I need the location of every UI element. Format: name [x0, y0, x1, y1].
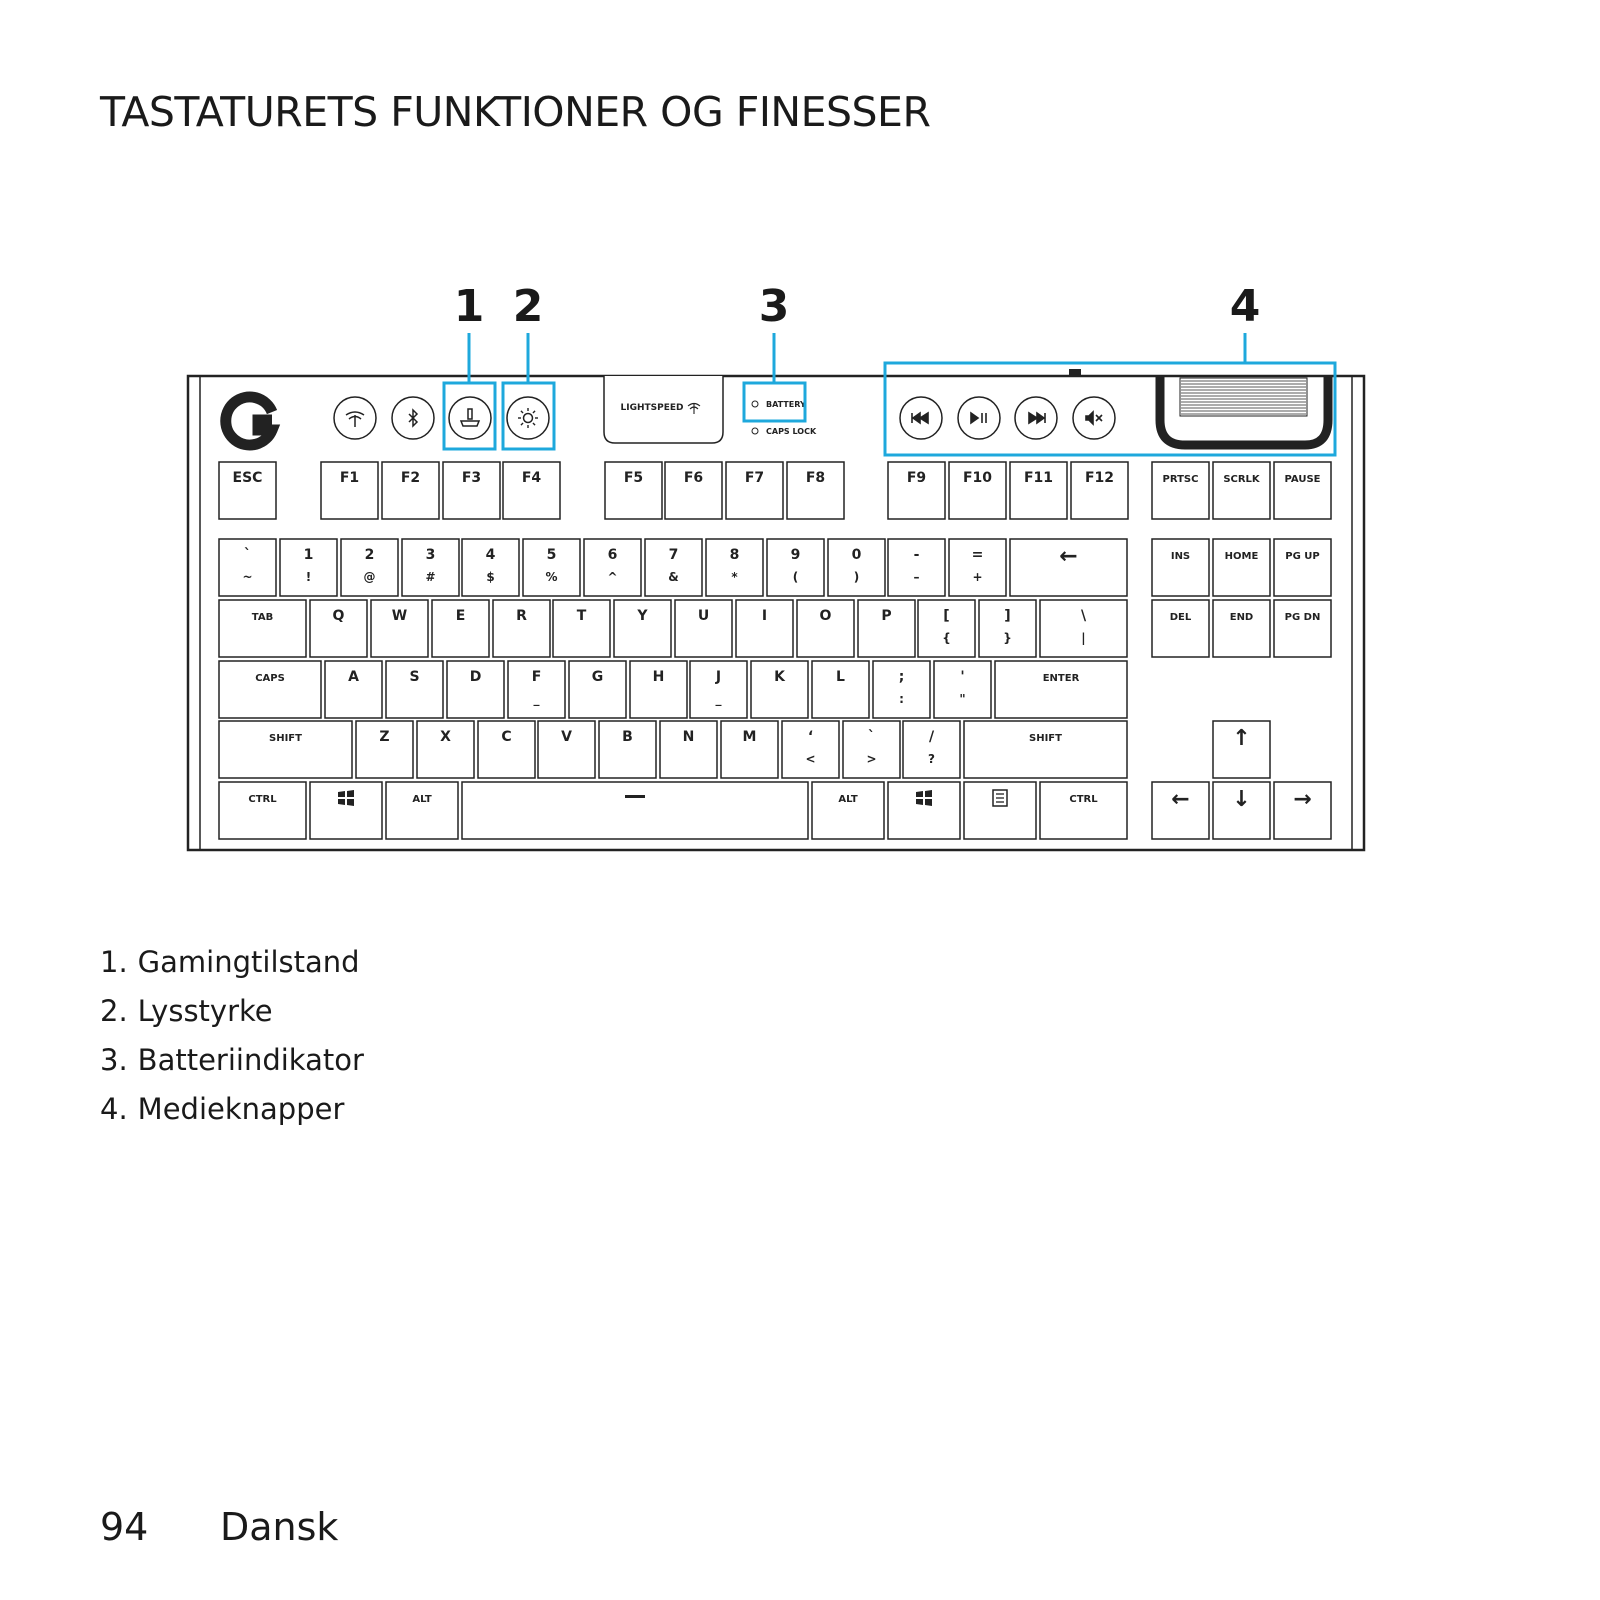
key-f9 [888, 462, 945, 519]
key-label: END [1229, 612, 1254, 623]
key-f [508, 661, 565, 718]
round-button [449, 397, 491, 439]
key-label: HOME [1224, 551, 1259, 562]
key-q [310, 600, 367, 657]
key-label: ENTER [1042, 673, 1080, 684]
key-label: - [913, 547, 920, 563]
key-x [417, 721, 474, 778]
key-b [599, 721, 656, 778]
key-alt [812, 782, 884, 839]
key-label-shift: & [668, 570, 679, 584]
key-label: F6 [683, 470, 704, 486]
page-language: Dansk [220, 1505, 339, 1549]
key-label: G [591, 669, 604, 685]
key-label-shift: ? [928, 752, 935, 766]
key-5 [523, 539, 580, 596]
key-l [812, 661, 869, 718]
key-label-shift: + [972, 570, 983, 584]
key-label: K [774, 669, 785, 685]
legend-num: 2. [100, 994, 128, 1028]
key-label: F10 [962, 470, 993, 486]
key-ins [1152, 539, 1209, 596]
key-cap [1040, 782, 1127, 839]
legend-list [100, 946, 364, 1142]
key-label: [ [943, 608, 950, 624]
key-end [1213, 600, 1270, 657]
key-label-shift: ! [305, 570, 312, 584]
key-tab [219, 600, 306, 657]
key-4 [462, 539, 519, 596]
key-label: ` [868, 729, 875, 745]
key-d [447, 661, 504, 718]
key-label: S [409, 669, 420, 685]
key-cap [964, 721, 1127, 778]
key-label: / [928, 729, 935, 745]
key-label: F12 [1084, 470, 1115, 486]
key-label: \ [1080, 608, 1087, 624]
key-cap [812, 782, 884, 839]
key-f1 [321, 462, 378, 519]
play-pause-icon [958, 397, 1000, 439]
key-label: Z [379, 729, 390, 745]
lightspeed-label: LIGHTSPEED [620, 403, 684, 413]
key-f2 [382, 462, 439, 519]
key-arrow-up [1213, 721, 1270, 778]
key-8 [706, 539, 763, 596]
key-symbol [843, 721, 900, 778]
legend-num: 3. [100, 1043, 128, 1077]
key-arrow-left [1152, 782, 1209, 839]
key-label: → [1293, 787, 1312, 812]
key-label: PRTSC [1162, 474, 1199, 485]
key-label: X [440, 729, 451, 745]
key-cap [1152, 462, 1209, 519]
callout-number-3: 3 [758, 281, 790, 332]
g-logo-icon [226, 397, 272, 445]
legend-num: 1. [100, 945, 128, 979]
key-z [356, 721, 413, 778]
key-label: ] [1004, 608, 1011, 624]
key-label: E [455, 608, 466, 624]
key-label-shift: ^ [607, 570, 618, 584]
key-label: F4 [521, 470, 542, 486]
key-9 [767, 539, 824, 596]
key-symbol [903, 721, 960, 778]
legend-text: Medieknapper [137, 1092, 345, 1126]
key-cap [310, 782, 382, 839]
key-label-shift: * [731, 570, 738, 584]
key-label: F2 [400, 470, 421, 486]
key-u [675, 600, 732, 657]
key-label: T [576, 608, 587, 624]
volume-roller [1180, 378, 1307, 416]
key-cap [888, 782, 960, 839]
key-label: W [391, 608, 408, 624]
key-label: P [881, 608, 892, 624]
legend-text: Lysstyrke [137, 994, 273, 1028]
legend-text: Gamingtilstand [137, 945, 360, 979]
key-label: 4 [485, 547, 496, 563]
key-cap [995, 661, 1127, 718]
key-cap [1213, 462, 1270, 519]
key-label: ALT [838, 794, 858, 805]
key-label: Y [637, 608, 648, 624]
key-cap [386, 782, 458, 839]
key-symbol [782, 721, 839, 778]
key-label: ↑ [1232, 726, 1251, 751]
legend-item-1 [100, 946, 364, 995]
battery-label: BATTERY [766, 400, 806, 409]
key-label: F7 [744, 470, 765, 486]
legend-item-4 [100, 1093, 364, 1142]
key-g [569, 661, 626, 718]
key-label: U [697, 608, 710, 624]
key-c [478, 721, 535, 778]
key-label: PG UP [1285, 551, 1320, 562]
key-label: CTRL [248, 794, 277, 805]
legend-item-2 [100, 995, 364, 1044]
key-f4 [503, 462, 560, 519]
mute-icon [1073, 397, 1115, 439]
key-scrlk [1213, 462, 1270, 519]
key-label-shift: ) [853, 570, 860, 584]
key-label: 2 [364, 547, 375, 563]
key-cap [1152, 539, 1209, 596]
key-s [386, 661, 443, 718]
key-label: 3 [425, 547, 436, 563]
key-symbol [918, 600, 975, 657]
space-bar-mark [625, 795, 645, 798]
key-home [1213, 539, 1270, 596]
key-arrow-down [1213, 782, 1270, 839]
key-label: A [348, 669, 359, 685]
key-pg-up [1274, 539, 1331, 596]
key-pause [1274, 462, 1331, 519]
key-symbol [219, 539, 276, 596]
key-alt [386, 782, 458, 839]
key-label: 6 [607, 547, 618, 563]
key-cap [219, 721, 352, 778]
key-k [751, 661, 808, 718]
key-del [1152, 600, 1209, 657]
key-label-shift: " [959, 692, 966, 706]
key-label: CTRL [1069, 794, 1098, 805]
page-footer [100, 1505, 339, 1549]
key-label: J [715, 669, 722, 685]
key-3 [402, 539, 459, 596]
key-r [493, 600, 550, 657]
key-label-shift: | [1081, 631, 1086, 645]
key-label: N [682, 729, 695, 745]
key-symbol [873, 661, 930, 718]
key-w [371, 600, 428, 657]
key-label: SHIFT [1029, 733, 1062, 744]
key-arrow-right [1274, 782, 1331, 839]
key-windows-icon [888, 782, 960, 839]
key-label-shift: @ [363, 570, 376, 584]
gaming-mode-icon [449, 397, 491, 439]
key-label: SHIFT [269, 733, 302, 744]
key-pg-dn [1274, 600, 1331, 657]
key-label: V [561, 729, 572, 745]
key-label: F3 [461, 470, 482, 486]
key-menu-icon [964, 782, 1036, 839]
key-f12 [1071, 462, 1128, 519]
callout-number-1: 1 [453, 281, 485, 332]
key-ctrl [1040, 782, 1127, 839]
key-v [538, 721, 595, 778]
key-label: CAPS [255, 673, 285, 684]
key-label: 5 [546, 547, 557, 563]
callout-number-4: 4 [1229, 281, 1261, 332]
page-number: 94 [100, 1505, 149, 1549]
key-m [721, 721, 778, 778]
key-f6 [665, 462, 722, 519]
callout-layer [444, 281, 1335, 455]
key-label-shift: – [913, 570, 920, 584]
key-label: M [742, 729, 757, 745]
key-shift [219, 721, 352, 778]
key-e [432, 600, 489, 657]
key-label: ' [960, 669, 965, 685]
legend-text: Batteriindikator [137, 1043, 364, 1077]
key-cap [1152, 600, 1209, 657]
key-label: 1 [303, 547, 314, 563]
bluetooth-icon [392, 397, 434, 439]
key-symbol [934, 661, 991, 718]
key-label: D [469, 669, 482, 685]
key-label: 9 [790, 547, 801, 563]
key-label: ↓ [1232, 787, 1251, 812]
key-label-shift: _ [533, 692, 540, 706]
key-f8 [787, 462, 844, 519]
key-cap [462, 782, 808, 839]
key-label-shift: > [866, 752, 877, 766]
key-cap [1213, 600, 1270, 657]
key-p [858, 600, 915, 657]
key-symbol [888, 539, 945, 596]
key-label: F5 [623, 470, 644, 486]
key-label: = [971, 547, 984, 563]
battery-led [752, 401, 758, 407]
brightness-icon [507, 397, 549, 439]
key-label: ` [244, 547, 251, 563]
key-label: F8 [805, 470, 826, 486]
key-label: 0 [851, 547, 862, 563]
key-windows-icon [310, 782, 382, 839]
key-prtsc [1152, 462, 1209, 519]
key-f5 [605, 462, 662, 519]
key-label-shift: % [545, 570, 558, 584]
key-y [614, 600, 671, 657]
key-symbol [1040, 600, 1127, 657]
key-cap [1274, 462, 1331, 519]
key-7 [645, 539, 702, 596]
key-caps [219, 661, 321, 718]
key-label: F9 [906, 470, 927, 486]
caps-lock-label: CAPS LOCK [766, 427, 817, 436]
key-cap [219, 661, 321, 718]
key-label: F11 [1023, 470, 1054, 486]
key-a [325, 661, 382, 718]
key-0 [828, 539, 885, 596]
key-label: ‘ [807, 729, 814, 745]
key-f3 [443, 462, 500, 519]
key-6 [584, 539, 641, 596]
key-label: R [516, 608, 527, 624]
key-j [690, 661, 747, 718]
key-label: INS [1170, 551, 1191, 562]
key-1 [280, 539, 337, 596]
key-label: ← [1059, 544, 1078, 569]
key-o [797, 600, 854, 657]
key-cap [1274, 600, 1331, 657]
key-label: B [622, 729, 633, 745]
key-label-shift: _ [715, 692, 722, 706]
lightspeed-icon [334, 397, 376, 439]
key-label: ; [898, 669, 905, 685]
key-label-shift: } [1003, 631, 1012, 645]
key-label: H [652, 669, 665, 685]
key-n [660, 721, 717, 778]
key-label-shift: # [425, 570, 436, 584]
key-label: 8 [729, 547, 740, 563]
key-f7 [726, 462, 783, 519]
key-symbol [949, 539, 1006, 596]
previous-track-icon [900, 397, 942, 439]
key-label-shift: $ [486, 570, 495, 584]
next-track-icon [1015, 397, 1057, 439]
key-label: I [761, 608, 768, 624]
key-t [553, 600, 610, 657]
key-esc [219, 462, 276, 519]
keyboard-body [188, 369, 1364, 850]
key-symbol [1010, 539, 1127, 596]
key-label: DEL [1169, 612, 1192, 623]
key-space-bar [462, 782, 808, 839]
legend-item-3 [100, 1044, 364, 1093]
key-label-shift: { [942, 631, 951, 645]
caps-lock-led [752, 428, 758, 434]
key-label-shift: ( [792, 570, 799, 584]
key-h [630, 661, 687, 718]
key-cap [1213, 539, 1270, 596]
key-label: PAUSE [1284, 474, 1321, 485]
round-button [1073, 397, 1115, 439]
key-ctrl [219, 782, 306, 839]
key-i [736, 600, 793, 657]
key-label: PG DN [1284, 612, 1321, 623]
key-label: F1 [339, 470, 360, 486]
key-label: O [819, 608, 832, 624]
key-symbol [979, 600, 1036, 657]
callout-number-2: 2 [512, 281, 544, 332]
key-label: C [501, 729, 512, 745]
round-button [507, 397, 549, 439]
key-f11 [1010, 462, 1067, 519]
key-enter [995, 661, 1127, 718]
key-label: 7 [668, 547, 679, 563]
key-label: ← [1171, 787, 1190, 812]
legend-num: 4. [100, 1092, 128, 1126]
key-label: ESC [232, 470, 263, 486]
key-cap [219, 600, 306, 657]
switch-notch [1069, 369, 1081, 376]
key-label: ALT [412, 794, 432, 805]
key-label: L [836, 669, 845, 685]
key-f10 [949, 462, 1006, 519]
key-label: F [531, 669, 542, 685]
key-label-shift: : [899, 692, 904, 706]
key-label: Q [332, 608, 345, 624]
key-2 [341, 539, 398, 596]
page-title: TASTATURETS FUNKTIONER OG FINESSER [100, 88, 931, 136]
key-shift [964, 721, 1127, 778]
key-label: TAB [251, 612, 274, 623]
key-label-shift: < [805, 752, 816, 766]
key-label: SCRLK [1223, 474, 1260, 485]
key-cap [219, 782, 306, 839]
key-cap [1274, 539, 1331, 596]
key-label-shift: ~ [242, 570, 253, 584]
